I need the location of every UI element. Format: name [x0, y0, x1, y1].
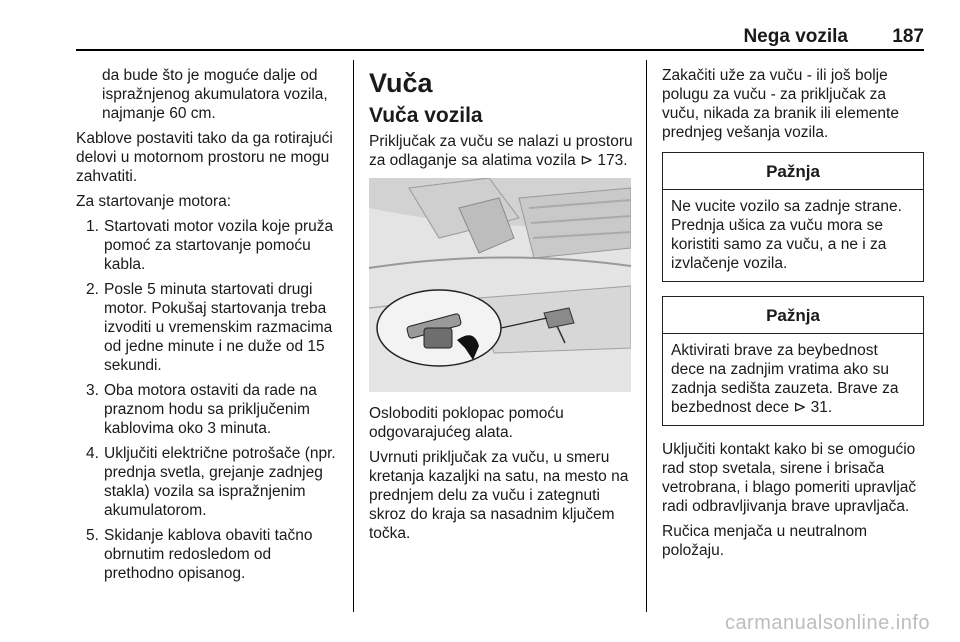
notice-title: Pažnja	[663, 297, 923, 334]
step-text: Startovati motor vozila koje pruža pomoć za startovanje pomoću kabla.	[104, 218, 334, 273]
column-3	[662, 66, 924, 566]
step-item	[76, 217, 344, 274]
step-text: Uključiti električne potrošače (npr. prednja svetla, grejanje zadnjeg stakla) vozila sa ispražnjenim akumulatorom.	[104, 445, 336, 519]
subheading-towing-vehicle: Vuča vozila	[369, 104, 483, 127]
tow-eye-illustration	[369, 178, 631, 392]
notice-title: Pažnja	[663, 153, 923, 190]
heading-towing: Vuča	[369, 68, 433, 98]
column-divider-2	[646, 60, 647, 612]
notice-box-1	[662, 152, 924, 282]
intro-paragraph: Priključak za vuču se nalazi u prostoru za odlaganje sa alatima vozila ⊳ 173.	[369, 133, 633, 169]
page-number: 187	[892, 26, 924, 47]
header-rule	[76, 49, 924, 51]
column-2	[369, 66, 635, 549]
notice-text: Ne vucite vozilo sa zadnje strane. Prednja ušica za vuču mora se koristiti samo za vuču, a ne i za izvlačenje vozila.	[671, 198, 902, 272]
notice-text: Aktivirati brave za beybednost dece na zadnjim vratima ako su zadnja sedišta zauzeta. Brave za bezbednost dece ⊳ 31.	[671, 342, 899, 416]
section-title: Nega vozila	[743, 26, 848, 47]
release-cover-paragraph: Osloboditi poklopac pomoću odgovarajućeg alata.	[369, 405, 564, 441]
step-item	[76, 280, 344, 375]
page-header	[76, 26, 924, 50]
step-text: Oba motora ostaviti da rade na praznom hodu sa priključenim kablovima oko 3 minuta.	[104, 382, 317, 437]
step-number: 3.	[86, 382, 99, 399]
step-item	[76, 526, 344, 583]
continued-text: da bude što je moguće dalje od ispražnjenog akumulatora vozila, najmanje 60 cm.	[102, 67, 328, 122]
cables-paragraph: Kablove postaviti tako da ga rotirajući delovi u motornom prostoru ne mogu zahvatiti.	[76, 130, 333, 185]
attach-rope-paragraph: Zakačiti uže za vuču - ili još bolje polugu za vuču - za priključak za vuču, nikada za branik ili elemente prednjeg vešanja vozila.	[662, 67, 899, 141]
step-item	[76, 381, 344, 438]
step-number: 2.	[86, 281, 99, 298]
step-item	[76, 444, 344, 520]
step-number: 1.	[86, 218, 99, 235]
column-divider-1	[353, 60, 354, 612]
start-intro: Za startovanje motora:	[76, 193, 232, 210]
gear-lever-paragraph: Ručica menjača u neutralnom položaju.	[662, 523, 868, 559]
step-text: Skidanje kablova obaviti tačno obrnutim redosledom od prethodno opisanog.	[104, 527, 313, 582]
watermark: carmanualsonline.info	[724, 612, 930, 634]
column-1	[76, 66, 344, 589]
step-number: 4.	[86, 445, 99, 462]
step-number: 5.	[86, 527, 99, 544]
notice-box-2	[662, 296, 924, 426]
ignition-paragraph: Uključiti kontakt kako bi se omogućio rad stop svetala, sirene i brisača vetrobrana, i blago pomeriti upravljač radi odbravljivanja brave upravljača.	[662, 441, 917, 515]
start-steps-list	[76, 217, 344, 583]
screw-in-paragraph: Uvrnuti priključak za vuču, u smeru kretanja kazaljki na satu, na mesto na prednjem delu za vuču i zategnuti skroz do kraja sa nasadnim ključem točka.	[369, 449, 629, 542]
step-text: Posle 5 minuta startovati drugi motor. Pokušaj startovanja treba izvoditi u vremenskim razmacima od jedne minute i ne duže od 15 sekundi.	[104, 281, 333, 374]
